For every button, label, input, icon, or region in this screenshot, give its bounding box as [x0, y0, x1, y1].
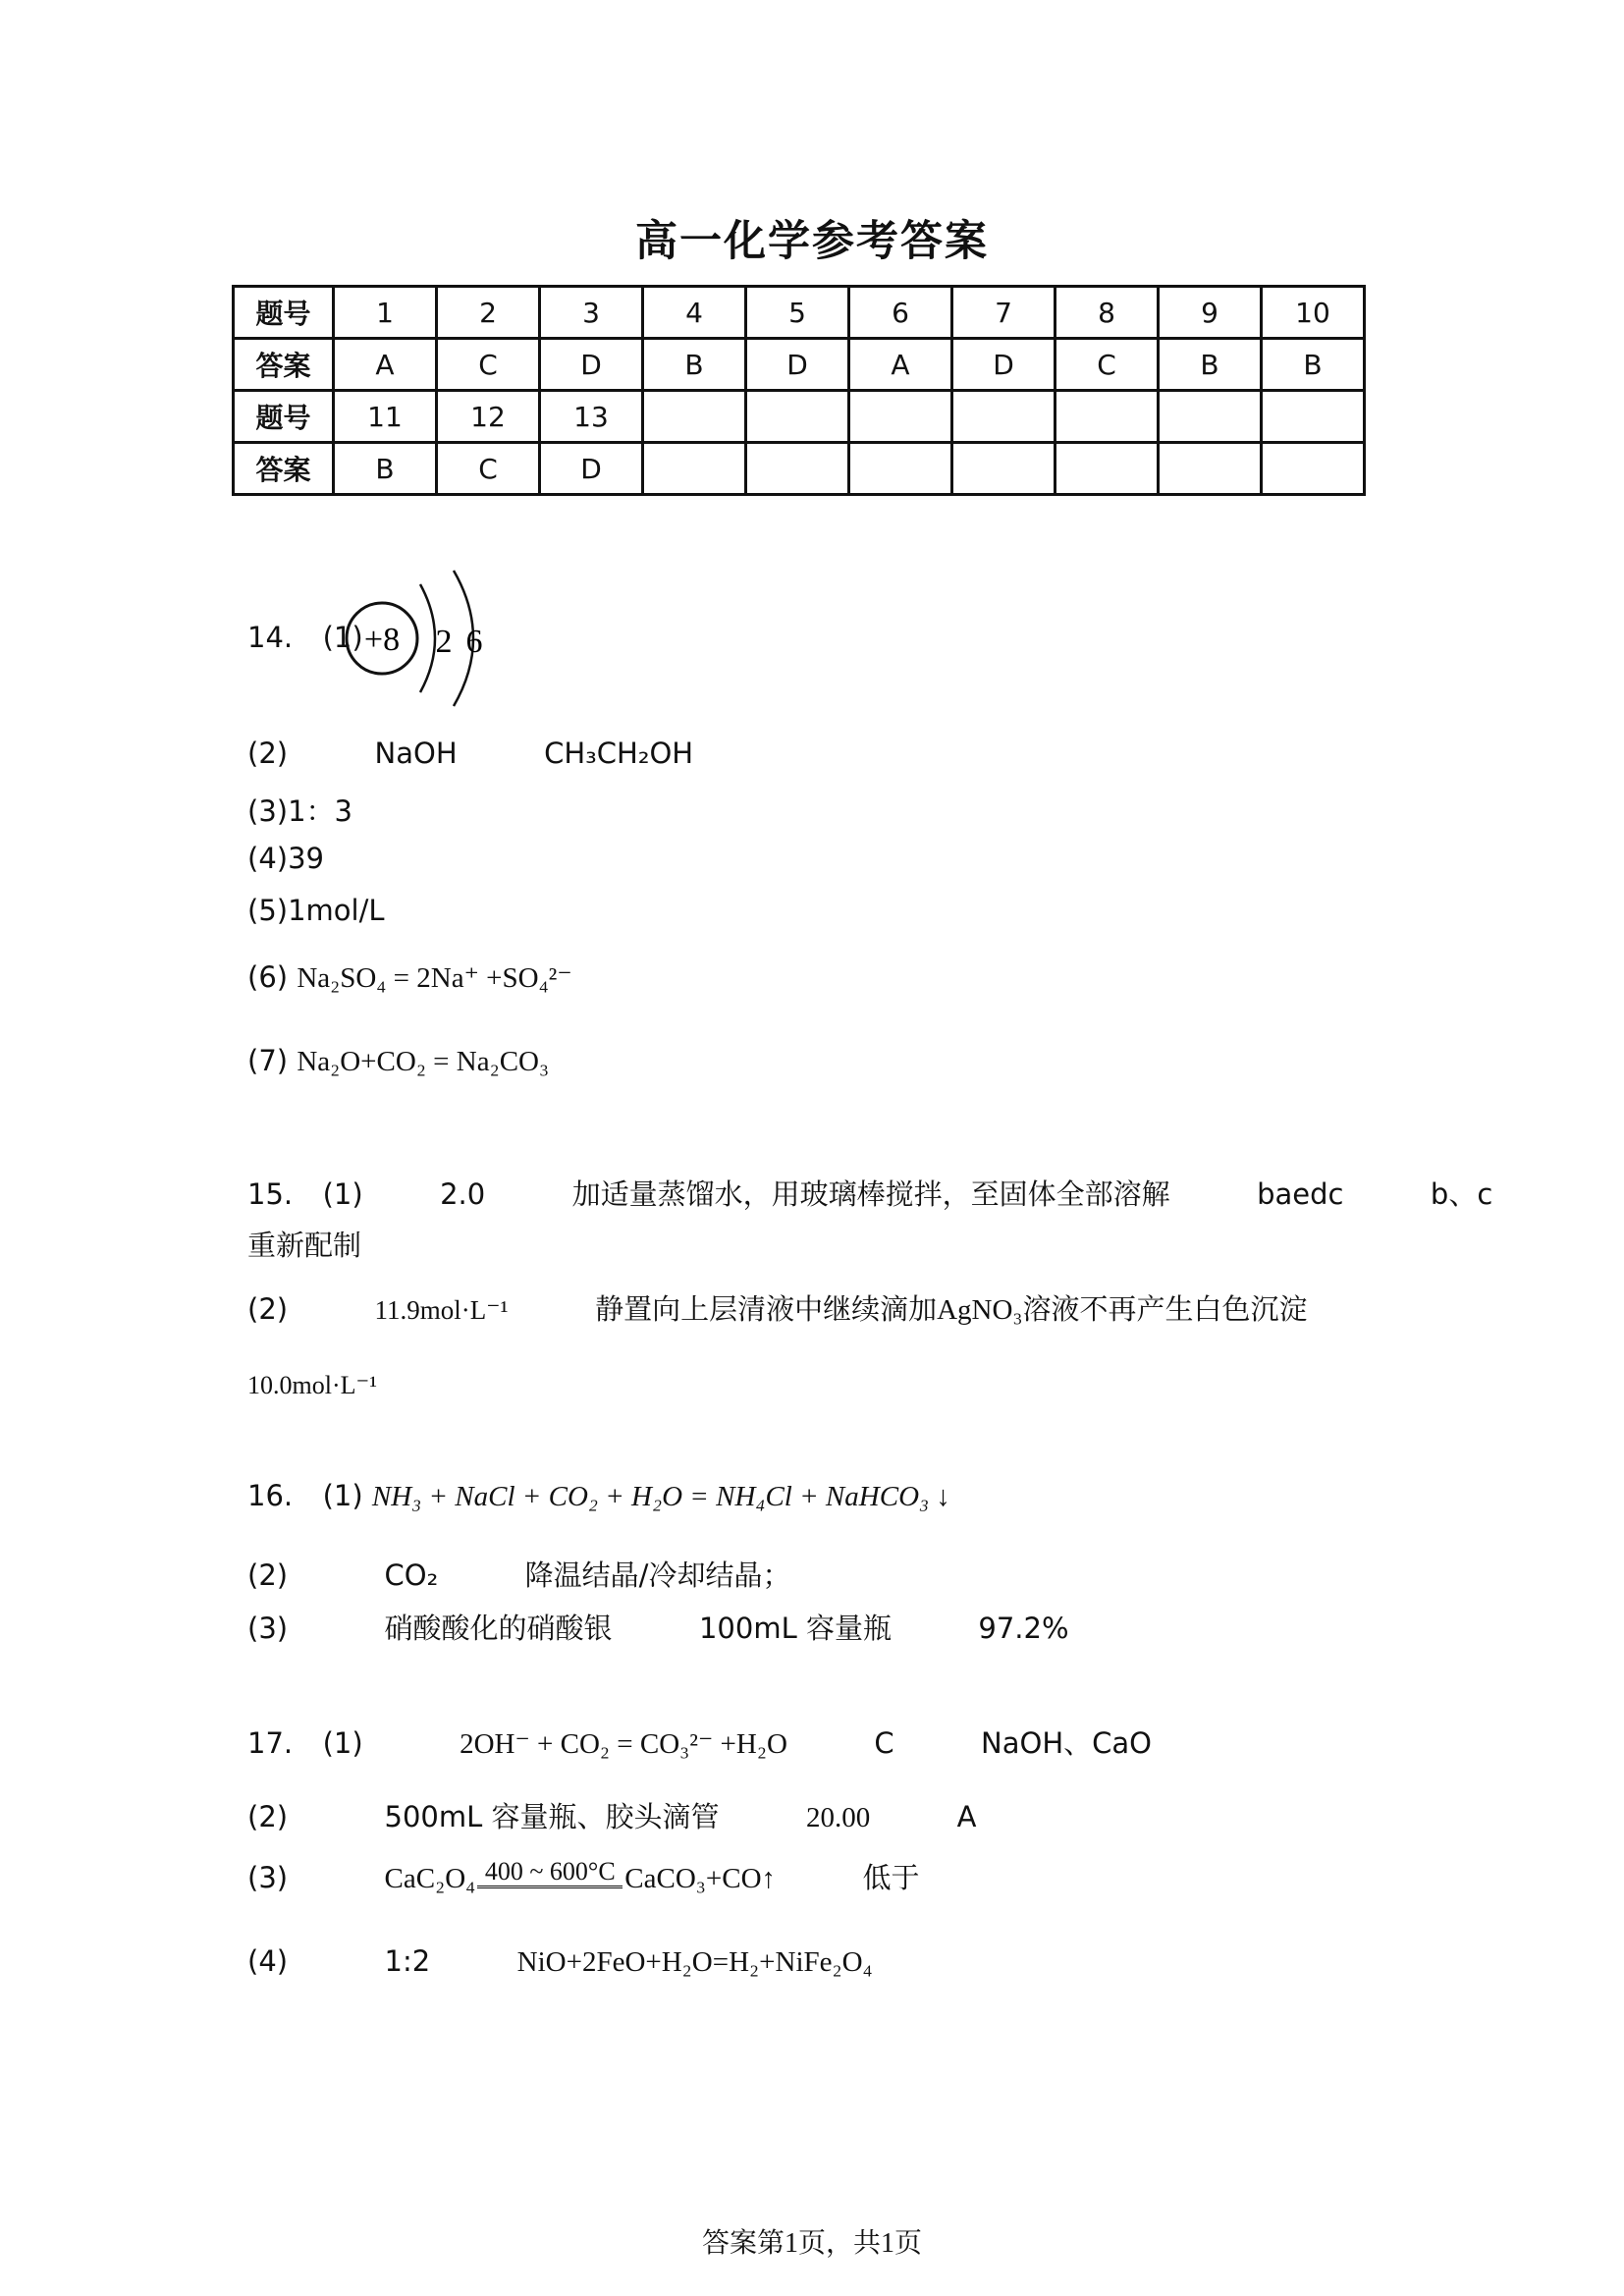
question-number: 14.	[247, 621, 294, 654]
electron-shell-arc-1	[420, 584, 435, 692]
part-label: (6)	[247, 960, 289, 994]
part-label: (4)	[247, 1944, 289, 1978]
table-cell: 13	[540, 391, 643, 443]
table-cell: B	[1262, 339, 1365, 391]
reaction-condition: 400 ~ 600°C	[484, 1856, 616, 1886]
table-cell: D	[952, 339, 1056, 391]
table-cell: D	[746, 339, 849, 391]
answer-text: CH₃CH₂OH	[544, 737, 694, 770]
q16-part1	[247, 1479, 950, 1513]
table-cell	[643, 391, 746, 443]
answer-text: 100mL 容量瓶	[698, 1612, 892, 1645]
table-cell: C	[1056, 339, 1159, 391]
table-row	[234, 443, 1365, 495]
reaction-condition-arrow	[477, 1858, 623, 1890]
shell1-electrons: 2	[435, 624, 453, 660]
q17-part3	[247, 1856, 919, 1896]
table-cell: A	[849, 339, 952, 391]
equation: Na₂SO₄ = 2Na⁺ +SO₄²⁻	[297, 962, 572, 994]
table-cell: D	[540, 339, 643, 391]
question-number: 15.	[247, 1177, 294, 1211]
q16-part2	[247, 1554, 790, 1594]
table-cell: B	[643, 339, 746, 391]
q14-part3: (3)1：3	[247, 794, 352, 828]
q14-part5: (5)1mol/L	[247, 894, 385, 927]
table-cell: 1	[334, 287, 437, 339]
table-row	[234, 339, 1365, 391]
answer-text: 1:2	[384, 1944, 431, 1978]
answer-text: 97.2%	[978, 1612, 1069, 1645]
table-row	[234, 391, 1365, 443]
table-cell: 10	[1262, 287, 1365, 339]
table-cell: B	[334, 443, 437, 495]
page-title: 高一化学参考答案	[635, 217, 989, 266]
table-cell: A	[334, 339, 437, 391]
q15-part1-cont: 重新配制	[247, 1229, 362, 1262]
table-cell: 6	[849, 287, 952, 339]
table-row	[234, 287, 1365, 339]
table-cell	[746, 391, 849, 443]
row-header: 题号	[234, 391, 334, 443]
q17-part2	[247, 1795, 976, 1835]
part-label: (3)	[247, 1861, 289, 1894]
answer-text: A	[956, 1800, 977, 1833]
answer-text: NaOH、CaO	[981, 1726, 1152, 1760]
table-cell	[1056, 443, 1159, 495]
part-label: (7)	[247, 1044, 289, 1077]
shell2-electrons: 6	[465, 624, 483, 660]
row-header: 答案	[234, 443, 334, 495]
question-number: 17.	[247, 1726, 294, 1760]
table-cell	[1159, 391, 1262, 443]
part-label: (1)	[322, 1177, 363, 1211]
q14-part2	[247, 737, 693, 770]
reactant: CaC₂O₄	[384, 1863, 476, 1894]
answer-text: 溶液不再产生白色沉淀	[1022, 1292, 1308, 1326]
table-cell: C	[437, 443, 540, 495]
answer-text: 500mL 容量瓶、胶头滴管	[384, 1800, 720, 1833]
q16-part3	[247, 1607, 1069, 1647]
table-cell	[746, 443, 849, 495]
page-footer: 答案第1页，共1页	[701, 2228, 922, 2259]
q14-part7	[247, 1044, 549, 1078]
part-label: (2)	[247, 1800, 289, 1833]
answer-text: 加适量蒸馏水，用玻璃棒搅拌，至固体全部溶解	[571, 1177, 1170, 1211]
q17-part1	[247, 1722, 1152, 1762]
table-cell: 12	[437, 391, 540, 443]
equation: Na₂O+CO₂ = Na₂CO₃	[297, 1046, 550, 1077]
table-cell: B	[1159, 339, 1262, 391]
part-label: (2)	[247, 737, 289, 770]
part-label: (1)	[322, 1726, 363, 1760]
answer-text: 2.0	[440, 1177, 486, 1211]
table-cell: 3	[540, 287, 643, 339]
answer-text: 11.9mol·L⁻¹	[374, 1295, 509, 1325]
equation: 2OH⁻ + CO₂ = CO₃²⁻ +H₂O	[460, 1728, 787, 1760]
q15-part2-answer3: 10.0mol·L⁻¹	[247, 1371, 378, 1399]
double-line-sign	[477, 1886, 623, 1890]
answer-text: baedc	[1257, 1177, 1344, 1211]
table-cell: 11	[334, 391, 437, 443]
table-cell: D	[540, 443, 643, 495]
nucleus-charge: +8	[363, 622, 401, 658]
answer-text: 20.00	[805, 1802, 871, 1833]
answer-text: CO₂	[384, 1558, 439, 1592]
row-header: 题号	[234, 287, 334, 339]
answer-text: 静置向上层清液中继续滴加	[595, 1292, 938, 1326]
equation: NiO+2FeO+H₂O=H₂+NiFe₂O₄	[516, 1946, 873, 1978]
equation: NH₃ + NaCl + CO₂ + H₂O = NH₄Cl + NaHCO₃ ↓	[371, 1481, 950, 1512]
question-number: 16.	[247, 1479, 294, 1512]
part-label: (1)	[322, 1479, 363, 1512]
q17-part4	[247, 1944, 873, 1979]
answer-text: NaOH	[374, 737, 458, 770]
answer-text: b、c	[1430, 1177, 1493, 1211]
answer-table	[232, 285, 1366, 496]
table-cell: 7	[952, 287, 1056, 339]
q15-part1	[247, 1173, 1492, 1213]
table-cell: 2	[437, 287, 540, 339]
part-label: (1)	[322, 621, 363, 654]
q14-part4: (4)39	[247, 842, 324, 875]
table-cell: C	[437, 339, 540, 391]
oxygen-atom-structure-diagram	[334, 565, 501, 712]
q14-part6	[247, 960, 572, 995]
answer-text: 降温结晶/冷却结晶；	[524, 1558, 791, 1592]
table-cell: 4	[643, 287, 746, 339]
products: CaCO₃+CO↑	[624, 1863, 777, 1894]
part-label: (2)	[247, 1558, 289, 1592]
table-cell	[1262, 443, 1365, 495]
row-header: 答案	[234, 339, 334, 391]
table-cell	[643, 443, 746, 495]
answer-text: 硝酸酸化的硝酸银	[384, 1612, 613, 1645]
answer-text: C	[874, 1726, 894, 1760]
table-cell	[952, 443, 1056, 495]
part-label: (3)	[247, 1612, 289, 1645]
part-label: (2)	[247, 1292, 289, 1326]
chemical-formula: AgNO₃	[937, 1294, 1023, 1326]
table-cell	[952, 391, 1056, 443]
answer-text: 低于	[862, 1861, 920, 1894]
table-cell	[1262, 391, 1365, 443]
q15-part2	[247, 1287, 1308, 1328]
table-cell: 5	[746, 287, 849, 339]
table-cell	[1056, 391, 1159, 443]
table-cell	[849, 391, 952, 443]
table-cell: 8	[1056, 287, 1159, 339]
table-cell	[1159, 443, 1262, 495]
table-cell: 9	[1159, 287, 1262, 339]
table-cell	[849, 443, 952, 495]
